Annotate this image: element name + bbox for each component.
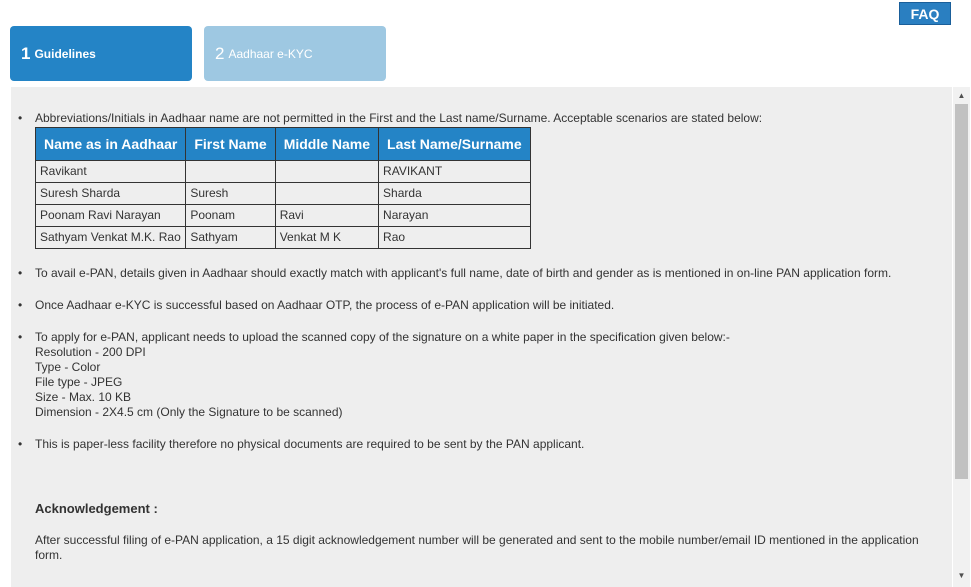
list-item [35, 298, 925, 313]
table-row [36, 205, 531, 227]
acknowledgement-section [35, 495, 925, 563]
signature-spec: File type - JPEG [35, 375, 123, 389]
table-cell: Venkat M K [275, 227, 378, 249]
list-item [35, 266, 925, 281]
table-cell: Rao [379, 227, 531, 249]
column-header: First Name [186, 128, 275, 161]
column-header: Last Name/Surname [379, 128, 531, 161]
abbreviation-note: Abbreviations/Initials in Aadhaar name are not permitted in the First and the Last name/Surname. Acceptable scenarios are stated below: [35, 111, 763, 125]
table-header-row [36, 128, 531, 161]
scroll-down-icon[interactable]: ▼ [957, 571, 966, 580]
signature-intro: • To apply for e-PAN, applicant needs to upload the scanned copy of the signature on a white paper in the specification given below:- [35, 330, 730, 344]
table-cell [275, 161, 378, 183]
table-cell [186, 161, 275, 183]
table-cell: Suresh Sharda [36, 183, 186, 205]
acknowledgement-title: Acknowledgement : [35, 501, 158, 516]
scroll-up-icon[interactable]: ▲ [957, 91, 966, 100]
ekyc-note: Once Aadhaar e-KYC is successful based on Aadhaar OTP, the process of e-PAN application will be initiated. [35, 298, 615, 312]
table-row [36, 227, 531, 249]
column-header: Middle Name [275, 128, 378, 161]
table-cell: Ravikant [36, 161, 186, 183]
step-label: Guidelines [34, 46, 96, 61]
table-row [36, 161, 531, 183]
table-cell: Suresh [186, 183, 275, 205]
paperless-note: This is paper-less facility therefore no physical documents are required to be sent by the PAN applicant. [35, 437, 585, 451]
signature-spec: Dimension - 2X4.5 cm (Only the Signature to be scanned) [35, 405, 343, 419]
signature-spec: Size - Max. 10 KB [35, 390, 132, 404]
list-item [35, 437, 925, 452]
table-cell: Sharda [379, 183, 531, 205]
table-cell: Ravi [275, 205, 378, 227]
list-item [35, 111, 925, 249]
name-scenarios-table [35, 127, 531, 249]
table-cell: Sathyam [186, 227, 275, 249]
table-cell: Poonam [186, 205, 275, 227]
table-cell [275, 183, 378, 205]
match-note: To avail e-PAN, details given in Aadhaar should exactly match with applicant's full name, date of birth and gender as is mentioned in on-line PAN application form. [35, 266, 892, 280]
faq-button[interactable]: FAQ [899, 2, 951, 25]
list-item [35, 330, 925, 420]
tab-guidelines[interactable] [10, 26, 192, 81]
guidelines-panel [11, 87, 952, 587]
guidelines-list [35, 111, 925, 469]
table-cell: Narayan [379, 205, 531, 227]
scrollbar-thumb[interactable] [955, 104, 968, 479]
acknowledgement-text: After successful filing of e-PAN application, a 15 digit acknowledgement number will be generated and sent to the mobile number/email ID mentioned in the application form. [35, 533, 919, 562]
table-cell: Sathyam Venkat M.K. Rao [36, 227, 186, 249]
table-cell: Poonam Ravi Narayan [36, 205, 186, 227]
table-row [36, 183, 531, 205]
table-cell: RAVIKANT [379, 161, 531, 183]
column-header: Name as in Aadhaar [36, 128, 186, 161]
step-label: Aadhaar e-KYC [228, 46, 313, 61]
step-number: 2 [215, 43, 225, 63]
step-number: 1 [21, 43, 31, 63]
signature-spec: Resolution - 200 DPI [35, 345, 146, 359]
tab-aadhaar-ekyc[interactable] [204, 26, 386, 81]
signature-spec: Type - Color [35, 360, 101, 374]
